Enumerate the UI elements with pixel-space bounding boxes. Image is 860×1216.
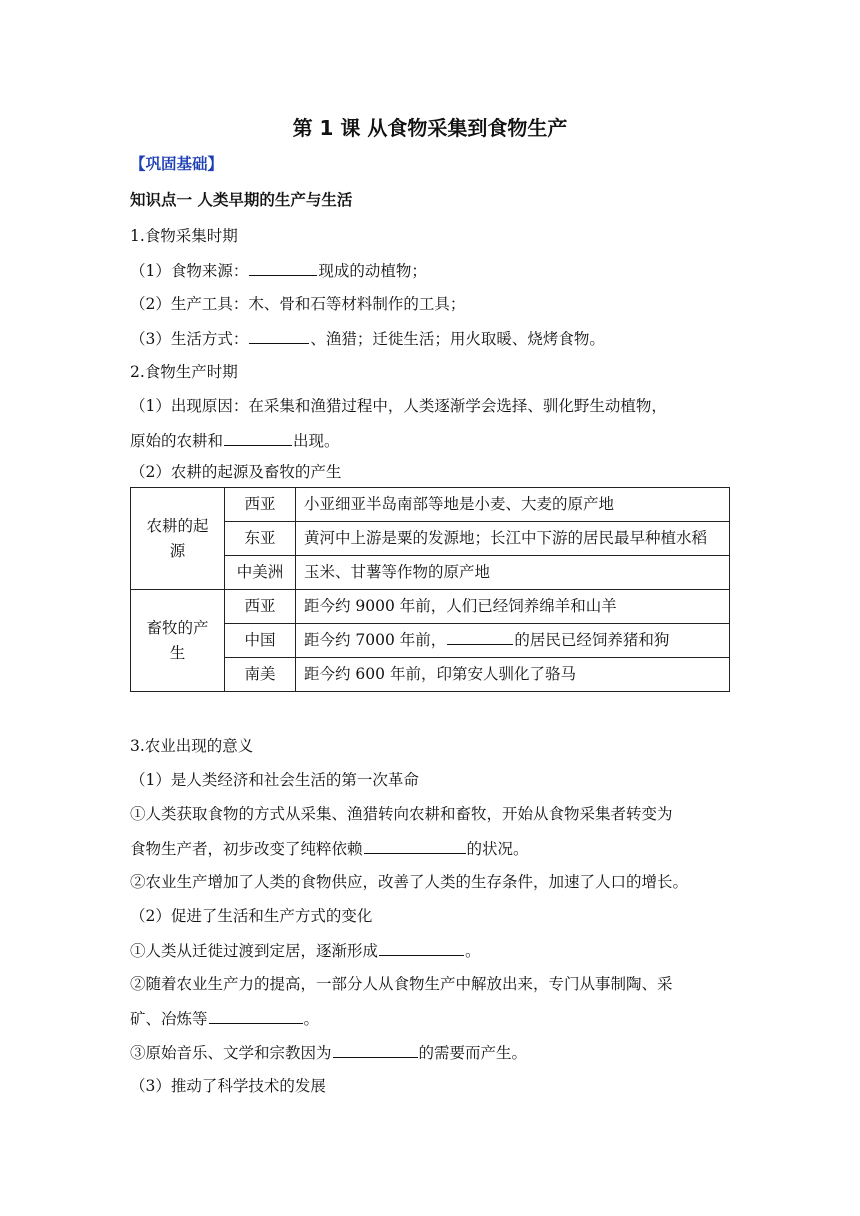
food-source-line [130, 259, 730, 282]
description-cell [296, 624, 730, 658]
item-food-gathering-period: 1.食物采集时期 [130, 227, 238, 245]
productivity-text-b: 。 [303, 1010, 320, 1028]
point-1-text-a: 食物生产者，初步改变了纯粹依赖 [130, 840, 363, 858]
lifestyle-label: （3）生活方式： [130, 330, 249, 348]
table-row [131, 488, 730, 522]
culture-text-a: ③原始音乐、文学和宗教因为 [130, 1044, 332, 1062]
culture-text-b: 的需要而产生。 [418, 1044, 528, 1062]
item-food-production-period: 2.食物生产时期 [130, 363, 238, 381]
origin-reason-text-a: 原始的农耕和 [130, 432, 224, 450]
science-line: （3）推动了科学技术的发展 [130, 1077, 326, 1095]
food-source-label: （1）食物来源： [130, 262, 249, 280]
fill-blank-lifestyle[interactable] [249, 327, 309, 344]
origin-reason-line-2 [130, 429, 730, 452]
fill-blank-settlement[interactable] [379, 939, 464, 956]
knowledge-point-heading: 知识点一 人类早期的生产与生活 [130, 191, 353, 209]
first-revolution-line: （1）是人类经济和社会生活的第一次革命 [130, 771, 419, 789]
fill-blank-food-source[interactable] [249, 259, 317, 276]
lifestyle-change-line: （2）促进了生活和生产方式的变化 [130, 907, 373, 925]
region-cell: 西亚 [225, 590, 296, 624]
description-text-b: 的居民已经饲养猪和狗 [514, 631, 670, 649]
point-2-line: ②农业生产增加了人类的食物供应，改善了人类的生存条件，加速了人口的增长。 [130, 873, 689, 891]
settlement-line [130, 939, 730, 962]
description-cell: 小亚细亚半岛南部等地是小麦、大麦的原产地 [296, 488, 730, 522]
section-label: 【巩固基础】 [130, 155, 224, 173]
table-row [131, 590, 730, 624]
productivity-text-a: 矿、冶炼等 [130, 1010, 208, 1028]
settlement-text-a: ①人类从迁徙过渡到定居，逐渐形成 [130, 942, 379, 960]
culture-line [130, 1041, 730, 1064]
region-cell: 中国 [225, 624, 296, 658]
productivity-line: ②随着农业生产力的提高，一部分人从食物生产中解放出来，专门从事制陶、采 [130, 975, 673, 993]
description-text-a: 距今约 7000 年前， [304, 631, 447, 649]
fill-blank-china-herding[interactable] [447, 628, 513, 645]
origin-reason-text-b: 出现。 [293, 432, 340, 450]
category-herding-origin: 畜牧的产生 [131, 590, 225, 692]
fill-blank-handicraft[interactable] [209, 1007, 303, 1024]
fill-blank-culture[interactable] [333, 1041, 418, 1058]
fill-blank-dependence[interactable] [364, 837, 466, 854]
production-tools-line: （2）生产工具：木、骨和石等材料制作的工具； [130, 295, 466, 313]
food-source-text: 现成的动植物； [318, 262, 427, 280]
origin-reason-line: （1）出现原因：在采集和渔猎过程中，人类逐渐学会选择、驯化野生动植物， [130, 397, 667, 415]
settlement-text-b: 。 [465, 942, 481, 960]
point-1-line-2 [130, 837, 730, 860]
category-farming-origin: 农耕的起源 [131, 488, 225, 590]
lifestyle-line [130, 327, 730, 350]
point-1-line: ①人类获取食物的方式从采集、渔猎转向农耕和畜牧，开始从食物采集者转变为 [130, 805, 673, 823]
table-intro-line: （2）农耕的起源及畜牧的产生 [130, 463, 342, 481]
point-1-text-b: 的状况。 [466, 840, 529, 858]
productivity-line-2 [130, 1007, 730, 1030]
region-cell: 东亚 [225, 522, 296, 556]
lesson-title: 第 1 课 从食物采集到食物生产 [292, 116, 568, 140]
region-cell: 西亚 [225, 488, 296, 522]
description-cell: 距今约 600 年前，印第安人驯化了骆马 [296, 658, 730, 692]
description-cell: 玉米、甘薯等作物的原产地 [296, 556, 730, 590]
region-cell: 中美洲 [225, 556, 296, 590]
item-agriculture-significance: 3.农业出现的意义 [130, 737, 254, 755]
origins-table [130, 487, 730, 692]
region-cell: 南美 [225, 658, 296, 692]
fill-blank-origin[interactable] [224, 429, 292, 446]
description-cell: 距今约 9000 年前，人们已经饲养绵羊和山羊 [296, 590, 730, 624]
lifestyle-text: 、渔猎；迁徙生活；用火取暖、烧烤食物。 [310, 330, 605, 348]
description-cell: 黄河中上游是粟的发源地；长江中下游的居民最早种植水稻 [296, 522, 730, 556]
